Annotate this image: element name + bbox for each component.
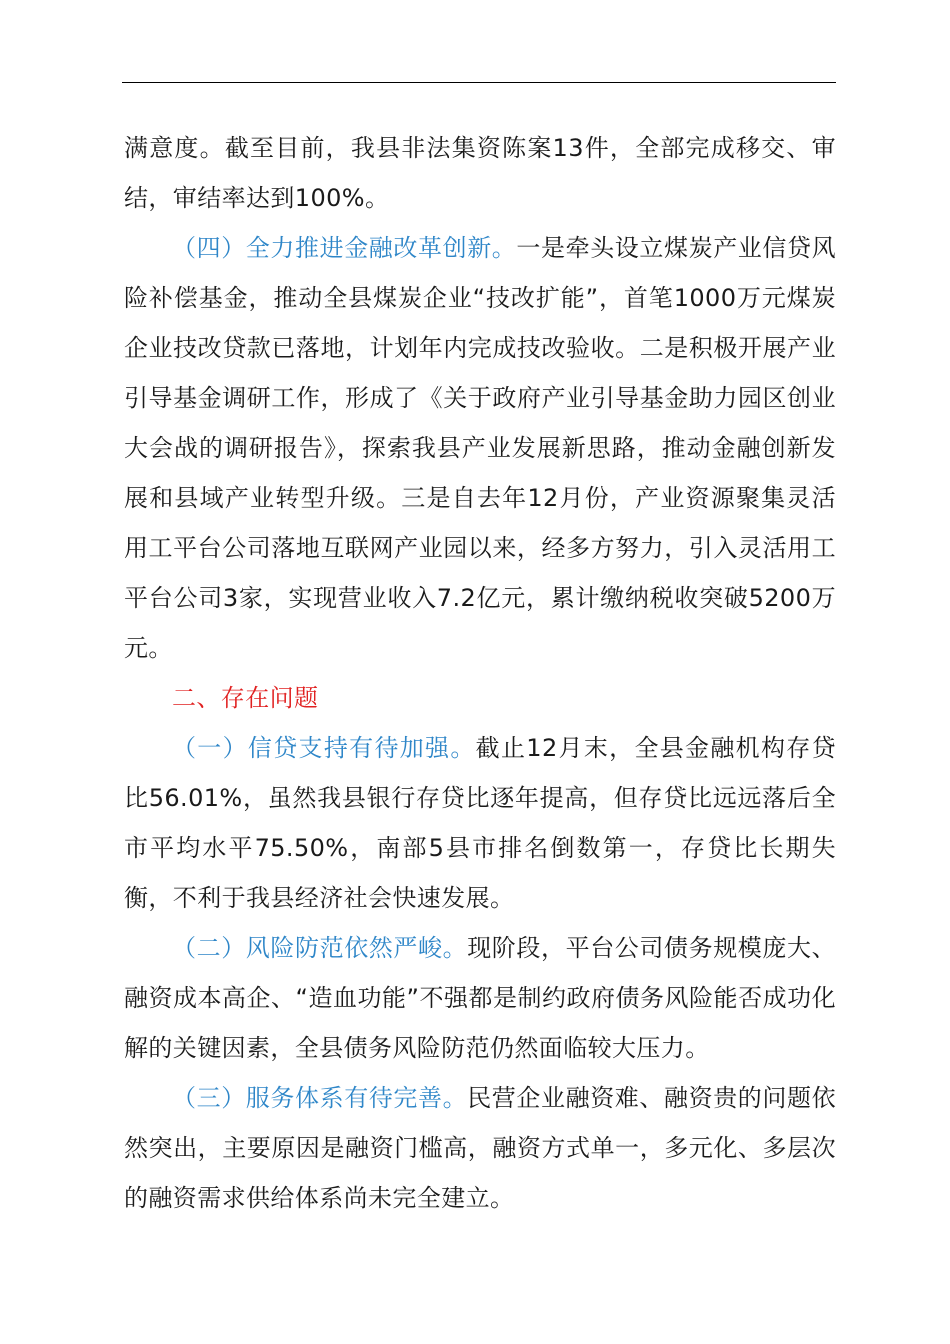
- chapter-heading: 二、存在问题: [172, 684, 319, 712]
- section-heading: （四）全力推进金融改革创新。: [172, 234, 517, 262]
- paragraph-continuation: [124, 123, 836, 223]
- paragraph-risk-prevention: [124, 923, 836, 1073]
- paragraph-credit-support: [124, 723, 836, 923]
- section-heading: （三）服务体系有待完善。: [172, 1084, 468, 1112]
- paragraph-body: 一是牵头设立煤炭产业信贷风险补偿基金，推动全县煤炭企业“技改扩能”，首笔1000万元煤炭企业技改贷款已落地，计划年内完成技改验收。二是积极开展产业引导基金调研工作，形成了《关于政府产业引导基金助力园区创业大会战的调研报告》，探索我县产业发展新思路，推动金融创新发展和县域产业转型升级。三是自去年12月份，产业资源聚集灵活用工平台公司落地互联网产业园以来，经多方努力，引入灵活用工平台公司3家，实现营业收入7.2亿元，累计缴纳税收突破5200万元。: [124, 234, 836, 662]
- paragraph-body: 截止12月末，全县金融机构存贷比56.01%，虽然我县银行存贷比逐年提高，但存贷比远远落后全市平均水平75.50%，南部5县市排名倒数第一，存贷比长期失衡，不利于我县经济社会快速发展。: [124, 734, 836, 912]
- header-rule: [122, 82, 836, 83]
- paragraph-body: 民营企业融资难、融资贵的问题依然突出，主要原因是融资门槛高，融资方式单一，多元化、多层次的融资需求供给体系尚未完全建立。: [124, 1084, 836, 1212]
- paragraph-finance-reform: [124, 223, 836, 673]
- paragraph-service-system: [124, 1073, 836, 1223]
- paragraph-body: 现阶段，平台公司债务规模庞大、融资成本高企、“造血功能”不强都是制约政府债务风险能否成功化解的关键因素，全县债务风险防范仍然面临较大压力。: [124, 934, 836, 1062]
- section-heading: （一）信贷支持有待加强。: [172, 734, 476, 762]
- document-body: [124, 123, 836, 1223]
- paragraph-body: 满意度。截至目前，我县非法集资陈案13件，全部完成移交、审结，审结率达到100%。: [124, 134, 836, 212]
- chapter-heading-problems: [124, 673, 836, 723]
- section-heading: （二）风险防范依然严峻。: [172, 934, 468, 962]
